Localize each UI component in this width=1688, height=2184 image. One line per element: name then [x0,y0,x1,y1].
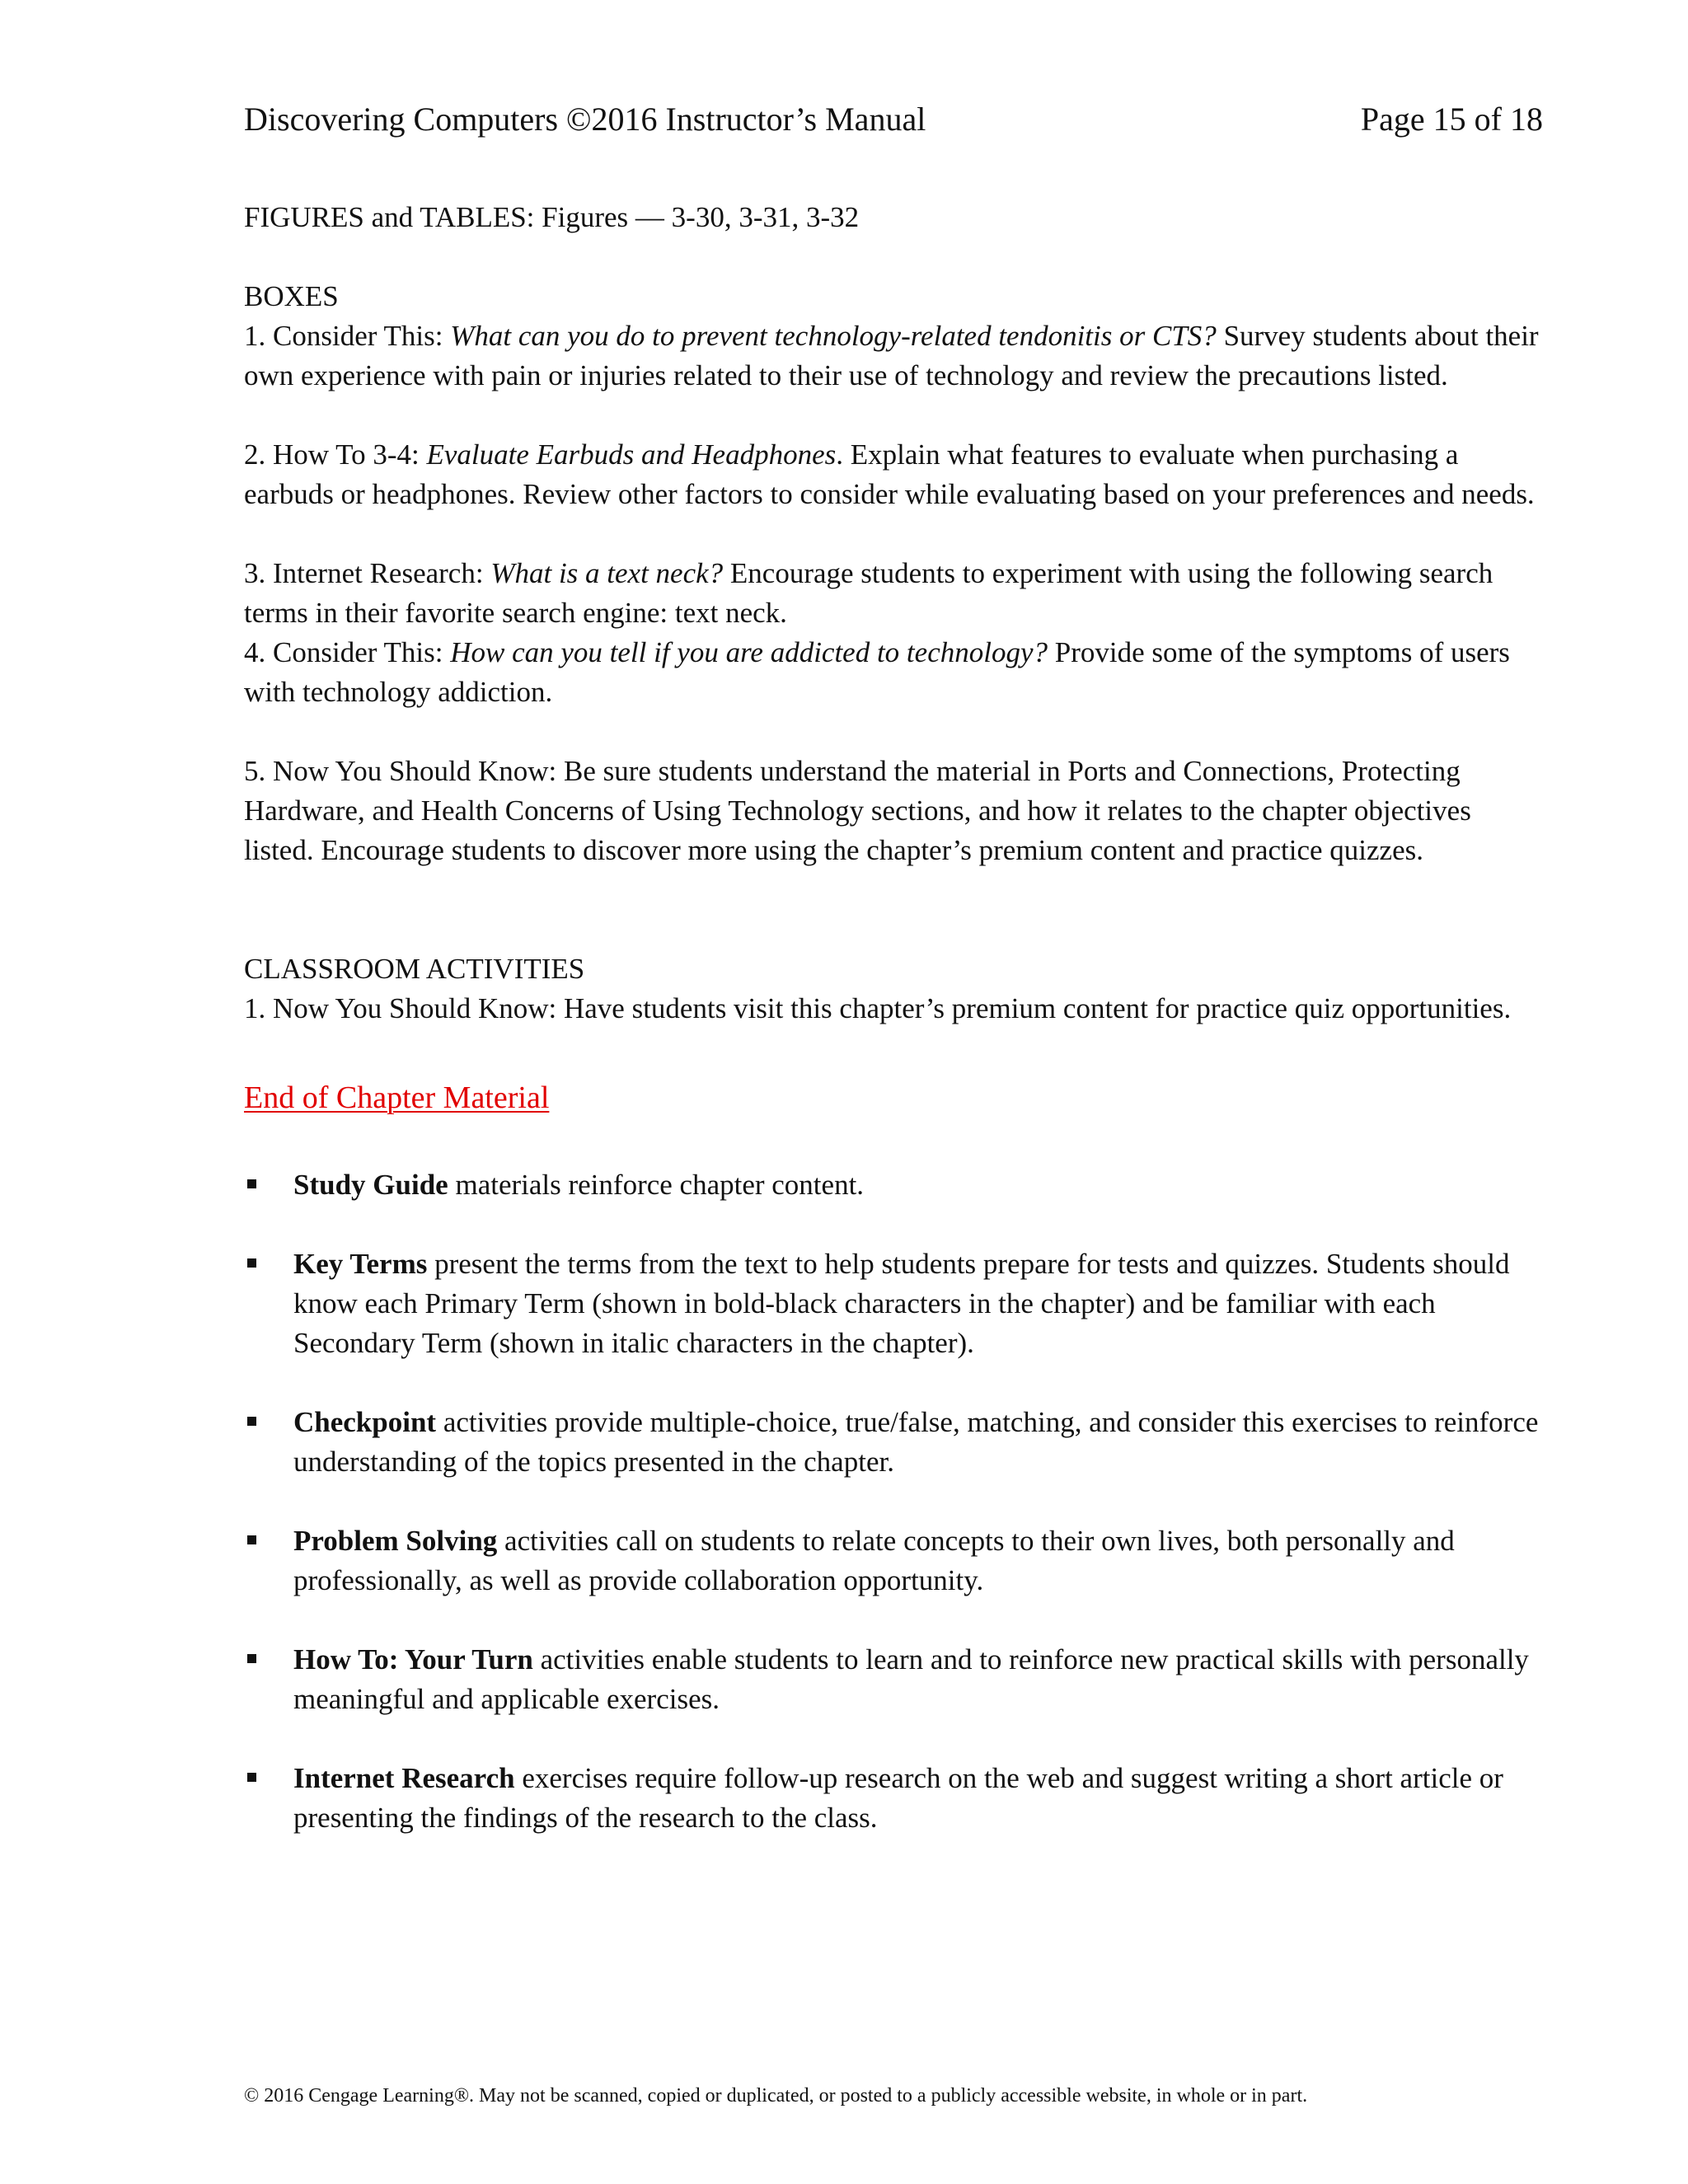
copyright-footer: © 2016 Cengage Learning®. May not be scanned, copied or duplicated, or posted to a publicly accessible website, in whole or in part. [244,2085,1308,2107]
square-bullet-icon [247,1417,256,1426]
list-item: Study Guide materials reinforce chapter content. [244,1165,1546,1205]
page-number: Page 15 of 18 [1360,101,1543,138]
box-item-3: 3. Internet Research: What is a text neck? Encourage students to experiment with using the following search terms in their favorite search engine: text neck. [244,557,1493,629]
list-item: Internet Research exercises require follow-up research on the web and suggest writing a short article or presenting the findings of the research to the class. [244,1759,1546,1838]
box-item-1: 1. Consider This: What can you do to prevent technology-related tendonitis or CTS? Survey students about their own experience with pain or injuries related to their use of technology and review the precautions listed. [244,320,1539,391]
manual-title: Discovering Computers ©2016 Instructor’s Manual [244,101,926,138]
square-bullet-icon [247,1654,256,1663]
list-item: Problem Solving activities call on students to relate concepts to their own lives, both personally and professionally, as well as provide collaboration opportunity. [244,1521,1546,1601]
boxes-heading: BOXES [244,280,339,312]
page-header [244,99,1543,140]
list-item: Checkpoint activities provide multiple-choice, true/false, matching, and consider this exercises to reinforce understanding of the topics presented in the chapter. [244,1403,1546,1482]
box-item-4: 4. Consider This: How can you tell if you are addicted to technology? Provide some of the symptoms of users with technology addiction. [244,636,1510,708]
end-of-chapter-list [244,1165,1546,1838]
document-body [244,198,1546,1877]
square-bullet-icon [247,1773,256,1782]
classroom-activity-1: 1. Now You Should Know: Have students visit this chapter’s premium content for practice quiz opportunities. [244,992,1512,1024]
figures-tables-line: FIGURES and TABLES: Figures — 3-30, 3-31, 3-32 [244,201,860,233]
box-item-2: 2. How To 3-4: Evaluate Earbuds and Headphones. Explain what features to evaluate when purchasing a earbuds or headphones. Review other factors to consider while evaluating based on your preferences and needs. [244,438,1535,510]
box-item-5: 5. Now You Should Know: Be sure students understand the material in Ports and Connections, Protecting Hardware, and Health Concerns of Using Technology sections, and how it relates to the chapter objectives listed. Encourage students to discover more using the chapter’s premium content and practice quizzes. [244,755,1471,866]
end-of-chapter-heading: End of Chapter Material [244,1080,550,1115]
list-item: How To: Your Turn activities enable students to learn and to reinforce new practical skills with personally meaningful and applicable exercises. [244,1640,1546,1719]
square-bullet-icon [247,1535,256,1544]
list-item: Key Terms present the terms from the text to help students prepare for tests and quizzes. Students should know each Primary Term (shown in bold-black characters in the chapter) and be familiar with each Secondary Term (shown in italic characters in the chapter). [244,1244,1546,1363]
square-bullet-icon [247,1179,256,1188]
classroom-activities-heading: CLASSROOM ACTIVITIES [244,953,585,985]
square-bullet-icon [247,1258,256,1268]
